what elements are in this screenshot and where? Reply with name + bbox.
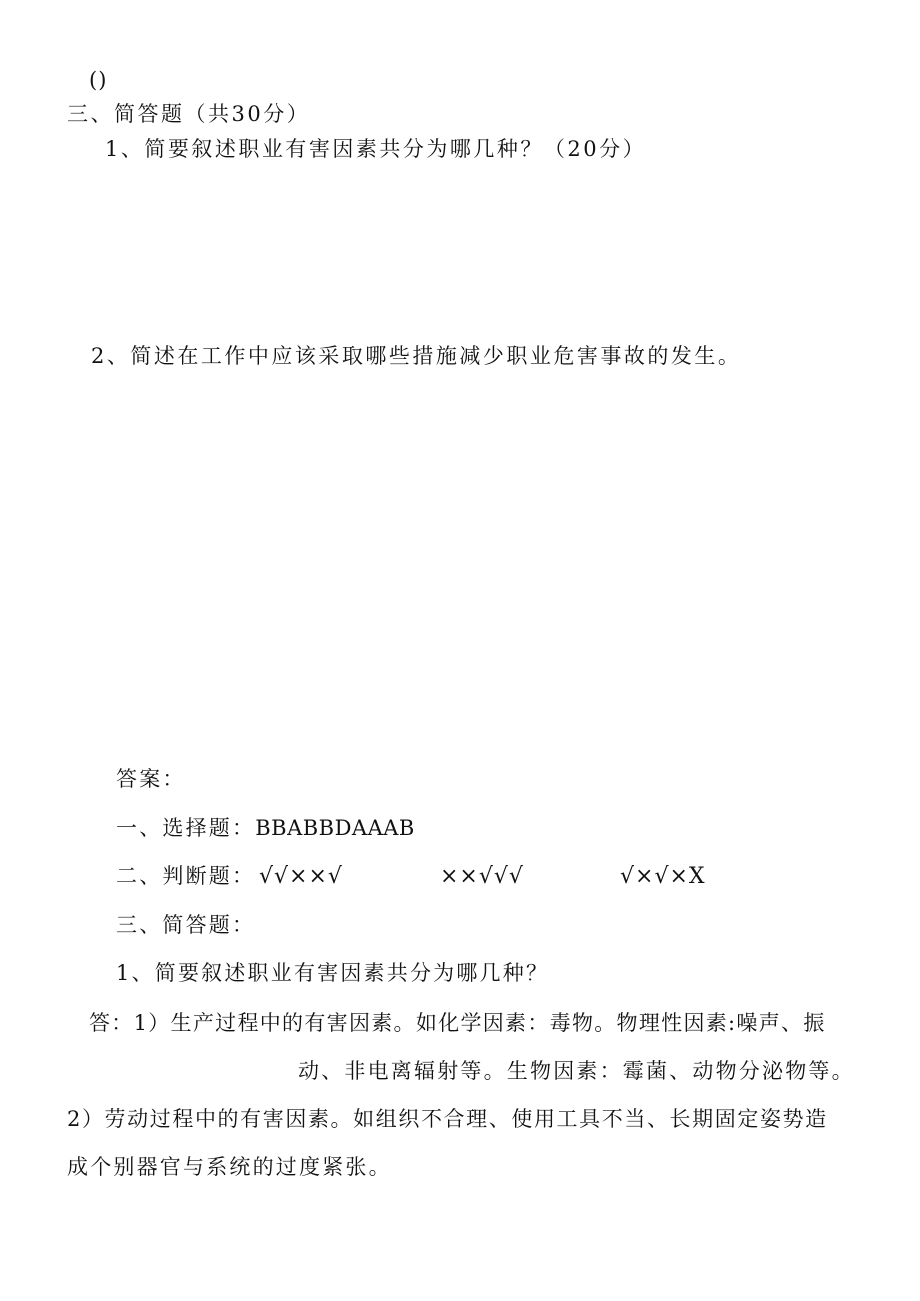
question-2: 2、简述在工作中应该采取哪些措施减少职业危害事故的发生。 [91,344,742,368]
judge-group-1: √√××√ [259,864,343,889]
answer-blank: () [89,68,108,92]
choice-value: BBABBDAAAB [255,816,415,840]
answer-1-line-1: 答：1）生产过程中的有害因素。如化学因素：毒物。物理性因素:噪声、振 [89,1011,826,1035]
judge-group-3: √×√×X [620,864,706,889]
answer-1-line-2: 动、非电离辐射等。生物因素：霉菌、动物分泌物等。 [298,1059,855,1083]
answer-2-line-1: 2）劳动过程中的有害因素。如组织不合理、使用工具不当、长期固定姿势造 [67,1107,828,1131]
short-answer-heading: 三、简答题： [116,913,256,937]
short-answer-question-1: 1、简要叙述职业有害因素共分为哪几种？ [116,961,550,985]
question-1: 1、简要叙述职业有害因素共分为哪几种？（20分） [105,137,647,161]
answers-heading: 答案： [116,767,186,791]
choice-answers [116,818,415,839]
section-heading-short-answer: 三、简答题（共30分） [67,102,311,126]
judge-label: 二、判断题： [116,864,256,888]
choice-label: 一、选择题： [116,816,256,840]
answer-2-line-2: 成个别器官与系统的过度紧张。 [67,1155,392,1179]
judge-group-2: ××√√√ [440,864,524,889]
